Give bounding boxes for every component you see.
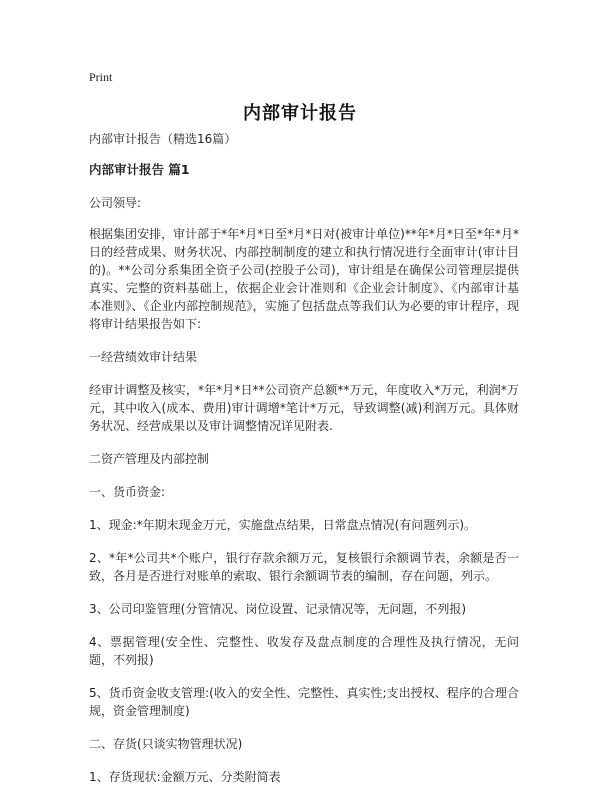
greeting: 公司领导: [89, 196, 142, 210]
paragraph-heading-inventory: 二、存货(只谈实物管理状况) [89, 737, 243, 751]
paragraph-performance: 经审计调整及核实，*年*月*日**公司资产总额**万元，年度收入*万元，利润*万元，其中收入(成本、费用)审计调增*笔计*万元，导致调整(减)利润万元。具体财务状况、经营成果以及审计调整情况详见附表. [89, 383, 519, 433]
paragraph-item-2: 2、*年*公司共*个账户，银行存款余额万元，复核银行余额调节表，余额是否一致，各月是否进行对账单的索取、银行余额调节表的编制，存在问题，列示。 [89, 551, 519, 583]
paragraph-item-5: 5、货币资金收支管理:(收入的安全性、完整性、真实性;支出授权、程序的合理合规，资金管理制度) [89, 686, 519, 718]
document-subtitle: 内部审计报告（精选16篇） [89, 132, 237, 146]
section-heading: 内部审计报告 篇1 [89, 162, 190, 177]
paragraph-intro: 根据集团安排，审计部于*年*月*日至*月*日对(被审计单位)**年*月*日至*年*月*日的经营成果、财务状况、内部控制制度的建立和执行情况进行全面审计(审计目的)。**公司分系集团全资子公司(控股子公司)，审计组是在确保公司管理层提供真实、完整的资料基础上，依据企业会计准则和《企业会计制度》、《内部审计基本准则》、《企业内部控制规范》，实施了包括盘点等我们认为必要的审计程序，现将审计结果报告如下: [89, 227, 519, 331]
paragraph-heading-assets: 二资产管理及内部控制 [89, 452, 210, 466]
paragraph-heading-cash: 一、货币资金: [89, 485, 166, 499]
paragraph-inventory-item-1: 1、存货现状:金额万元、分类附简表 [89, 770, 281, 784]
document-body [89, 130, 519, 801]
document-title: 内部审计报告 [243, 103, 357, 124]
paragraph-item-3: 3、公司印鉴管理(分管情况、岗位设置、记录情况等，无问题，不列报) [89, 602, 467, 616]
print-label[interactable]: Print [89, 70, 113, 84]
paragraph-item-1: 1、现金:*年期末现金万元，实施盘点结果，日常盘点情况(有问题列示)。 [89, 518, 477, 532]
paragraph-item-4: 4、票据管理(安全性、完整性、收发存及盘点制度的合理性及执行情况，无问题，不列报) [89, 635, 519, 667]
paragraph-heading-performance: 一经营绩效审计结果 [89, 350, 198, 364]
